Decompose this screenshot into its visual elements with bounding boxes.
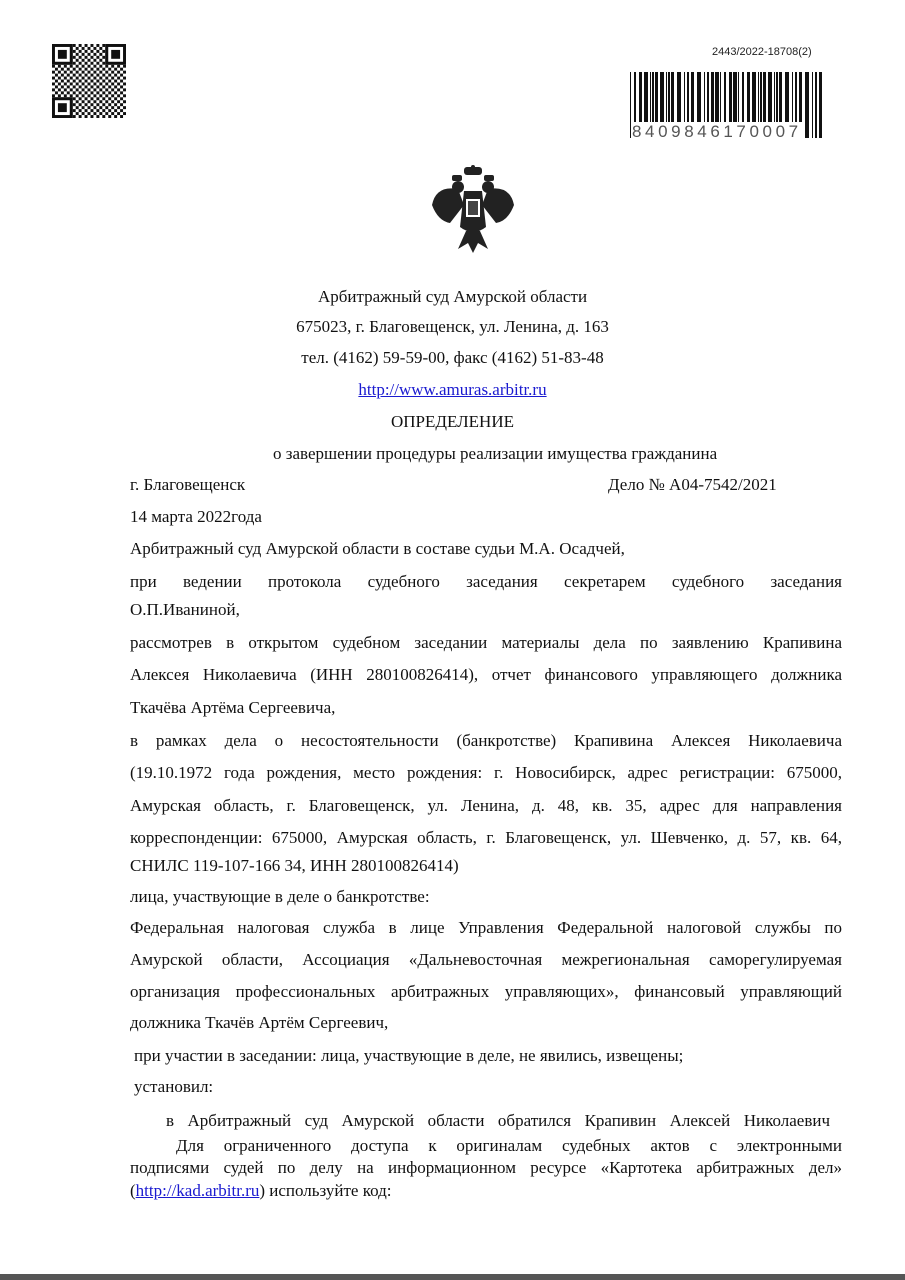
qr-module	[76, 82, 79, 85]
qr-module	[85, 91, 88, 94]
qr-module	[108, 97, 111, 100]
ruling-date: 14 марта 2022года	[130, 507, 262, 526]
qr-module	[88, 65, 91, 68]
qr-module	[79, 68, 82, 71]
qr-module	[105, 65, 108, 68]
qr-module	[58, 88, 61, 91]
qr-module	[76, 88, 79, 91]
body-line: установил:	[134, 1077, 214, 1096]
qr-module	[88, 53, 91, 56]
barcode-bar	[630, 72, 631, 138]
qr-module	[82, 47, 85, 50]
qr-module	[108, 85, 111, 88]
qr-module	[114, 80, 117, 83]
qr-module	[111, 100, 114, 103]
qr-module	[99, 94, 102, 97]
qr-module	[120, 74, 123, 77]
qr-module	[82, 112, 85, 115]
qr-module	[70, 77, 73, 80]
document-subject: о завершении процедуры реализации имущества гражданина	[273, 444, 718, 463]
qr-module	[90, 97, 93, 100]
qr-module	[123, 94, 126, 97]
qr-module	[93, 53, 96, 56]
qr-module	[111, 82, 114, 85]
qr-module	[120, 68, 123, 71]
qr-module	[67, 91, 70, 94]
qr-module	[105, 71, 108, 74]
qr-module	[117, 106, 120, 109]
qr-module	[73, 62, 76, 65]
qr-module	[88, 100, 91, 103]
qr-module	[93, 88, 96, 91]
qr-module	[79, 50, 82, 53]
body-line: Алексея Николаевича (ИНН 280100826414), отчет финансового управляющего должника	[130, 665, 842, 684]
qr-module	[79, 91, 82, 94]
city: г. Благовещенск	[130, 475, 246, 494]
qr-module	[73, 44, 76, 47]
qr-module	[93, 77, 96, 80]
qr-module	[58, 77, 61, 80]
qr-module	[79, 80, 82, 83]
qr-module	[96, 74, 99, 77]
qr-module	[105, 106, 108, 109]
body-line: (19.10.1972 года рождения, место рождения: г. Новосибирск, адрес регистрации: 675000,	[130, 763, 842, 782]
qr-module	[117, 65, 120, 68]
qr-module	[93, 82, 96, 85]
body-line: Арбитражный суд Амурской области в составе судьи М.А. Осадчей,	[130, 539, 625, 558]
qr-module	[105, 82, 108, 85]
qr-module	[117, 100, 120, 103]
qr-module	[82, 71, 85, 74]
qr-module	[120, 85, 123, 88]
qr-module	[64, 82, 67, 85]
qr-module	[79, 62, 82, 65]
qr-module	[82, 65, 85, 68]
qr-module	[88, 77, 91, 80]
qr-module	[102, 74, 105, 77]
qr-module	[88, 47, 91, 50]
body-line: Амурской области, Ассоциация «Дальневосточная межрегиональная саморегулируемая	[130, 950, 842, 969]
qr-module	[79, 44, 82, 47]
qr-module	[76, 65, 79, 68]
qr-module	[64, 65, 67, 68]
qr-module	[85, 62, 88, 65]
qr-module	[90, 85, 93, 88]
qr-module	[70, 65, 73, 68]
qr-module	[76, 100, 79, 103]
qr-module	[76, 77, 79, 80]
qr-module	[64, 94, 67, 97]
qr-module	[70, 82, 73, 85]
qr-module	[85, 80, 88, 83]
qr-module	[114, 97, 117, 100]
qr-module	[85, 85, 88, 88]
qr-module	[85, 50, 88, 53]
qr-code	[52, 44, 126, 118]
qr-module	[117, 88, 120, 91]
court-phone: тел. (4162) 59-59-00, факс (4162) 51-83-48	[301, 348, 604, 367]
qr-module	[90, 74, 93, 77]
qr-module	[82, 94, 85, 97]
qr-module	[85, 56, 88, 59]
qr-module	[73, 50, 76, 53]
qr-module	[102, 62, 105, 65]
footer-line: Для ограниченного доступа к оригиналам судебных актов с электронными	[176, 1136, 842, 1155]
qr-module	[114, 91, 117, 94]
qr-module	[61, 74, 64, 77]
qr-module	[90, 109, 93, 112]
qr-module	[114, 103, 117, 106]
qr-module	[102, 103, 105, 106]
qr-module	[99, 53, 102, 56]
qr-module	[73, 109, 76, 112]
qr-module	[90, 115, 93, 118]
qr-module	[96, 103, 99, 106]
qr-module	[64, 71, 67, 74]
qr-module	[52, 82, 55, 85]
qr-module	[90, 91, 93, 94]
qr-module	[76, 112, 79, 115]
kad-arbitr-link[interactable]: http://kad.arbitr.ru	[135, 1181, 260, 1200]
qr-module	[123, 112, 126, 115]
qr-module	[117, 77, 120, 80]
qr-module	[99, 77, 102, 80]
qr-module	[85, 44, 88, 47]
qr-module	[61, 91, 64, 94]
qr-module	[64, 77, 67, 80]
qr-module	[117, 112, 120, 115]
qr-module	[82, 100, 85, 103]
qr-module	[85, 74, 88, 77]
qr-module	[58, 65, 61, 68]
qr-module	[102, 56, 105, 59]
body-line: при ведении протокола судебного заседания секретарем судебного заседания	[130, 572, 842, 591]
qr-module	[96, 56, 99, 59]
qr-module	[73, 103, 76, 106]
qr-module	[123, 106, 126, 109]
body-line: Ткачёва Артёма Сергеевича,	[130, 698, 336, 717]
qr-module	[117, 94, 120, 97]
qr-module	[67, 85, 70, 88]
qr-module	[73, 91, 76, 94]
qr-module	[82, 82, 85, 85]
body-line: Федеральная налоговая служба в лице Управления Федеральной налоговой службы по	[130, 918, 842, 937]
qr-module	[67, 68, 70, 71]
body-line: лица, участвующие в деле о банкротстве:	[130, 887, 430, 906]
qr-module	[67, 80, 70, 83]
qr-module	[52, 88, 55, 91]
qr-module	[108, 80, 111, 83]
qr-module	[70, 88, 73, 91]
qr-module	[102, 50, 105, 53]
qr-module	[120, 80, 123, 83]
qr-module	[120, 115, 123, 118]
russian-coat-of-arms-emblem	[428, 165, 518, 257]
qr-module	[85, 103, 88, 106]
qr-module	[99, 71, 102, 74]
qr-module	[105, 88, 108, 91]
qr-module	[88, 71, 91, 74]
qr-module	[111, 88, 114, 91]
qr-module	[73, 115, 76, 118]
qr-module	[96, 44, 99, 47]
qr-module	[90, 44, 93, 47]
barcode-bar	[815, 72, 817, 138]
qr-module	[90, 68, 93, 71]
qr-module	[117, 71, 120, 74]
body-line: организация профессиональных арбитражных управляющих», финансовый управляющий	[130, 982, 842, 1001]
qr-module	[73, 74, 76, 77]
qr-module	[55, 74, 58, 77]
qr-module	[99, 88, 102, 91]
qr-module	[58, 71, 61, 74]
qr-module	[82, 88, 85, 91]
qr-module	[61, 68, 64, 71]
qr-module	[52, 65, 55, 68]
qr-module	[108, 74, 111, 77]
qr-module	[73, 97, 76, 100]
qr-module	[111, 106, 114, 109]
body-line: СНИЛС 119-107-166 34, ИНН 280100826414)	[130, 856, 459, 875]
qr-module	[90, 103, 93, 106]
qr-module	[82, 53, 85, 56]
document-number: 2443/2022-18708(2)	[712, 46, 812, 58]
qr-module	[111, 77, 114, 80]
qr-module	[90, 80, 93, 83]
qr-module	[58, 82, 61, 85]
qr-module	[73, 80, 76, 83]
qr-module	[99, 65, 102, 68]
qr-module	[88, 82, 91, 85]
qr-module	[96, 115, 99, 118]
qr-module	[58, 103, 67, 112]
court-address: 675023, г. Благовещенск, ул. Ленина, д. 163	[296, 317, 609, 336]
document-type: ОПРЕДЕЛЕНИЕ	[390, 412, 514, 431]
qr-module	[82, 59, 85, 62]
qr-module	[120, 109, 123, 112]
qr-module	[111, 112, 114, 115]
qr-module	[99, 100, 102, 103]
qr-module	[79, 115, 82, 118]
qr-module	[93, 47, 96, 50]
qr-module	[93, 112, 96, 115]
qr-module	[96, 91, 99, 94]
qr-module	[88, 106, 91, 109]
qr-module	[96, 80, 99, 83]
qr-module	[76, 47, 79, 50]
qr-module	[79, 85, 82, 88]
qr-module	[90, 56, 93, 59]
qr-module	[64, 88, 67, 91]
qr-module	[114, 68, 117, 71]
qr-module	[114, 85, 117, 88]
body-line: Амурская область, г. Благовещенск, ул. Ленина, д. 48, кв. 35, адрес для направления	[130, 796, 842, 815]
qr-module	[114, 74, 117, 77]
court-website-link[interactable]: http://www.amuras.arbitr.ru	[358, 380, 547, 399]
qr-module	[76, 53, 79, 56]
qr-module	[108, 109, 111, 112]
qr-module	[108, 91, 111, 94]
qr-module	[93, 65, 96, 68]
qr-module	[114, 115, 117, 118]
qr-module	[88, 59, 91, 62]
qr-module	[96, 97, 99, 100]
qr-module	[73, 85, 76, 88]
qr-module	[123, 71, 126, 74]
qr-module	[105, 77, 108, 80]
barcode-bar	[805, 72, 809, 138]
qr-module	[123, 88, 126, 91]
qr-module	[99, 112, 102, 115]
qr-module	[96, 85, 99, 88]
qr-module	[117, 82, 120, 85]
qr-module	[120, 103, 123, 106]
qr-module	[123, 82, 126, 85]
qr-module	[99, 59, 102, 62]
body-line: при участии в заседании: лица, участвующие в деле, не явились, извещены;	[134, 1046, 684, 1065]
qr-module	[85, 68, 88, 71]
qr-module	[93, 94, 96, 97]
body-line: в Арбитражный суд Амурской области обратился Крапивин Алексей Николаевич	[166, 1111, 830, 1130]
qr-module	[88, 88, 91, 91]
qr-module	[93, 59, 96, 62]
qr-module	[123, 77, 126, 80]
qr-module	[52, 94, 55, 97]
qr-module	[73, 56, 76, 59]
qr-module	[79, 74, 82, 77]
qr-module	[120, 97, 123, 100]
qr-module	[76, 94, 79, 97]
qr-module	[55, 91, 58, 94]
qr-module	[108, 103, 111, 106]
qr-module	[93, 100, 96, 103]
qr-module	[79, 97, 82, 100]
qr-module	[111, 50, 120, 59]
qr-module	[96, 50, 99, 53]
court-name: Арбитражный суд Амурской области	[317, 287, 588, 306]
qr-module	[85, 115, 88, 118]
qr-module	[58, 94, 61, 97]
qr-module	[102, 109, 105, 112]
qr-module	[58, 50, 67, 59]
qr-module	[55, 80, 58, 83]
qr-module	[108, 115, 111, 118]
qr-module	[93, 71, 96, 74]
qr-module	[120, 91, 123, 94]
qr-module	[61, 80, 64, 83]
qr-module	[70, 94, 73, 97]
qr-module	[102, 68, 105, 71]
qr-module	[111, 71, 114, 74]
qr-module	[61, 85, 64, 88]
qr-module	[111, 65, 114, 68]
qr-module	[93, 106, 96, 109]
qr-module	[123, 65, 126, 68]
qr-module	[102, 85, 105, 88]
qr-module	[52, 77, 55, 80]
qr-module	[85, 109, 88, 112]
qr-module	[88, 94, 91, 97]
qr-module	[123, 100, 126, 103]
qr-module	[102, 80, 105, 83]
qr-module	[79, 103, 82, 106]
qr-module	[76, 71, 79, 74]
qr-module	[82, 77, 85, 80]
qr-module	[105, 94, 108, 97]
qr-module	[70, 71, 73, 74]
qr-module	[96, 109, 99, 112]
body-line: рассмотрев в открытом судебном заседании материалы дела по заявлению Крапивина	[130, 633, 842, 652]
qr-module	[52, 71, 55, 74]
qr-module	[88, 112, 91, 115]
footer-line: подписями судей по делу на информационном ресурсе «Картотека арбитражных дел»	[130, 1158, 842, 1177]
qr-module	[96, 62, 99, 65]
qr-module	[90, 62, 93, 65]
qr-module	[73, 68, 76, 71]
qr-module	[55, 85, 58, 88]
qr-module	[90, 50, 93, 53]
qr-module	[79, 109, 82, 112]
qr-module	[67, 74, 70, 77]
qr-module	[114, 109, 117, 112]
qr-module	[96, 68, 99, 71]
body-line: корреспонденции: 675000, Амурская область, г. Благовещенск, ул. Шевченко, д. 57, кв. 64,	[130, 828, 842, 847]
qr-module	[105, 112, 108, 115]
qr-module	[76, 106, 79, 109]
page-bottom-edge	[0, 1274, 905, 1280]
body-line: в рамках дела о несостоятельности (банкротстве) Крапивина Алексея Николаевича	[130, 731, 842, 750]
qr-module	[105, 100, 108, 103]
qr-module	[111, 94, 114, 97]
qr-module	[99, 82, 102, 85]
qr-module	[102, 97, 105, 100]
body-line: О.П.Иваниной,	[130, 600, 240, 619]
qr-module	[99, 47, 102, 50]
qr-module	[108, 68, 111, 71]
barcode-digits: 8409846170007	[632, 122, 802, 141]
qr-module	[79, 56, 82, 59]
body-line: должника Ткачёв Артём Сергеевич,	[130, 1013, 389, 1032]
qr-module	[55, 68, 58, 71]
qr-module	[102, 91, 105, 94]
qr-module	[102, 115, 105, 118]
qr-module	[85, 97, 88, 100]
qr-module	[82, 106, 85, 109]
barcode-bar	[819, 72, 822, 138]
qr-module	[102, 44, 105, 47]
footer-line: (http://kad.arbitr.ru) используйте код:	[130, 1181, 392, 1200]
qr-module	[99, 106, 102, 109]
barcode-bar	[812, 72, 813, 138]
qr-module	[76, 59, 79, 62]
case-number: Дело № А04-7542/2021	[608, 475, 777, 494]
